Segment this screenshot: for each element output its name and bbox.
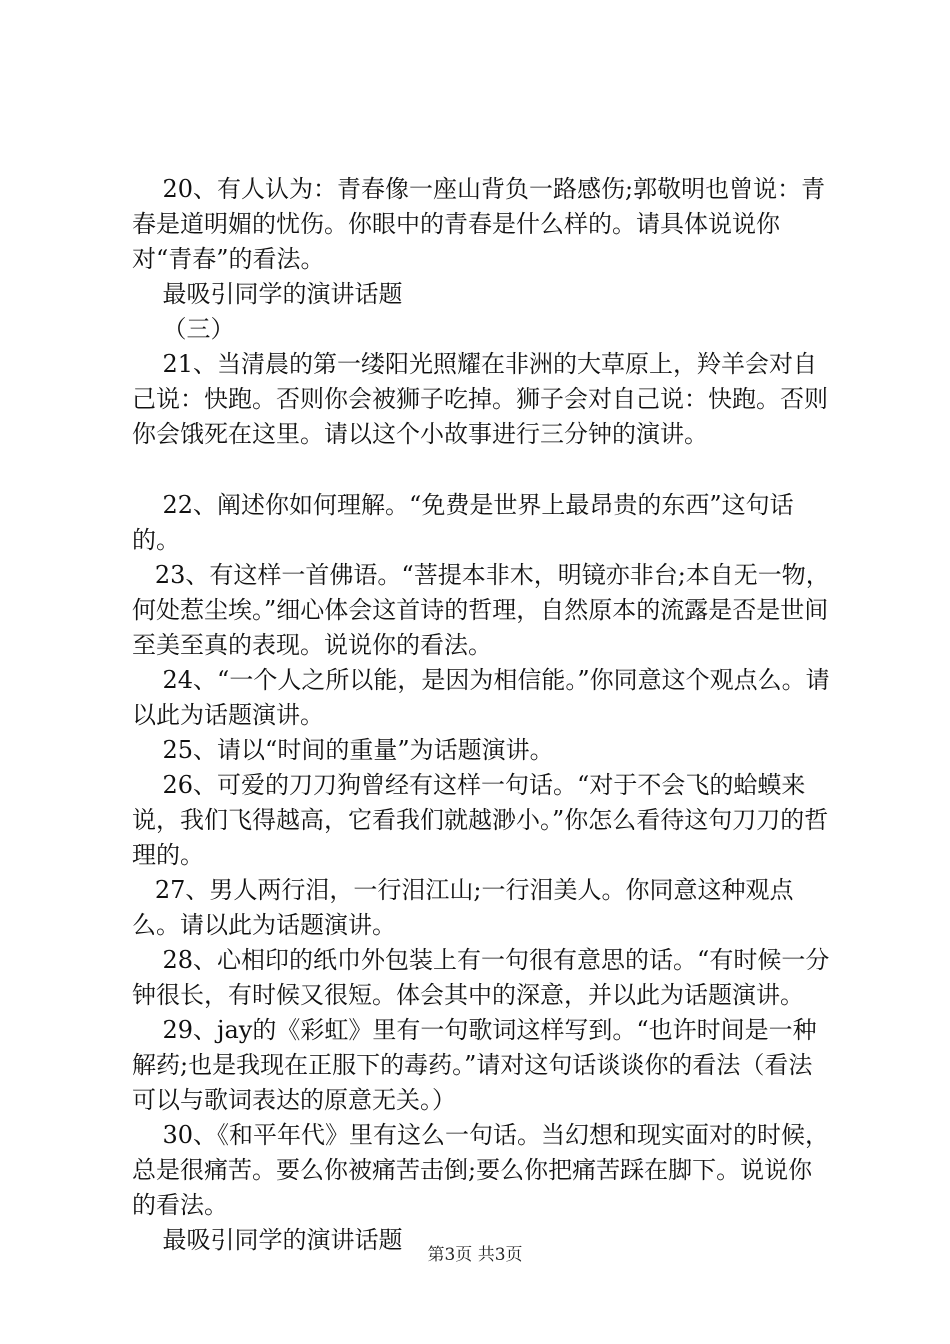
question-29: 29、jay的《彩虹》里有一句歌词这样写到。“也许时间是一种解药;也是我现在正服下的毒药。”请对这句话谈谈你的看法（看法可以与歌词表达的原意无关。）: [132, 1016, 817, 1114]
question-20: 20、有人认为：青春像一座山背负一路感伤;郭敬明也曾说：青春是道明媚的忧伤。你眼中的青春是什么样的。请具体说说你对“青春”的看法。: [132, 175, 826, 273]
section-number: （三）: [132, 315, 235, 343]
question-21: 21、当清晨的第一缕阳光照耀在非洲的大草原上，羚羊会对自己说：快跑。否则你会被狮子吃掉。狮子会对自己说：快跑。否则你会饿死在这里。请以这个小故事进行三分钟的演讲。: [132, 350, 828, 448]
section-heading-closing: 最吸引同学的演讲话题: [132, 1226, 403, 1254]
page-number-footer: 第3页 共3页: [427, 1245, 523, 1265]
question-25: 25、请以“时间的重量”为话题演讲。: [132, 736, 554, 764]
question-30: 30、《和平年代》里有这么一句话。当幻想和现实面对的时候，总是很痛苦。要么你被痛苦击倒;要么你把痛苦踩在脚下。说说你的看法。: [132, 1121, 830, 1219]
question-24: 24、“一个人之所以能，是因为相信能。”你同意这个观点么。请以此为话题演讲。: [132, 666, 830, 729]
question-23: 23、有这样一首佛语。“菩提本非木，明镜亦非台;本自无一物，何处惹尘埃。”细心体会这首诗的哲理，自然原本的流露是否是世间至美至真的表现。说说你的看法。: [132, 561, 830, 659]
question-26: 26、可爱的刀刀狗曾经有这样一句话。“对于不会飞的蛤蟆来说，我们飞得越高，它看我们就越渺小。”你怎么看待这句刀刀的哲理的。: [132, 771, 829, 869]
document-body: [132, 172, 832, 1258]
section-heading: 最吸引同学的演讲话题: [132, 280, 403, 308]
question-28: 28、心相印的纸巾外包装上有一句很有意思的话。“有时候一分钟很长，有时候又很短。体会其中的深意，并以此为话题演讲。: [132, 946, 830, 1009]
paragraph-gap: [132, 452, 832, 488]
question-27: 27、男人两行泪，一行泪江山;一行泪美人。你同意这种观点么。请以此为话题演讲。: [132, 876, 794, 939]
question-22: 22、阐述你如何理解。“免费是世界上最昂贵的东西”这句话的。: [132, 491, 794, 554]
